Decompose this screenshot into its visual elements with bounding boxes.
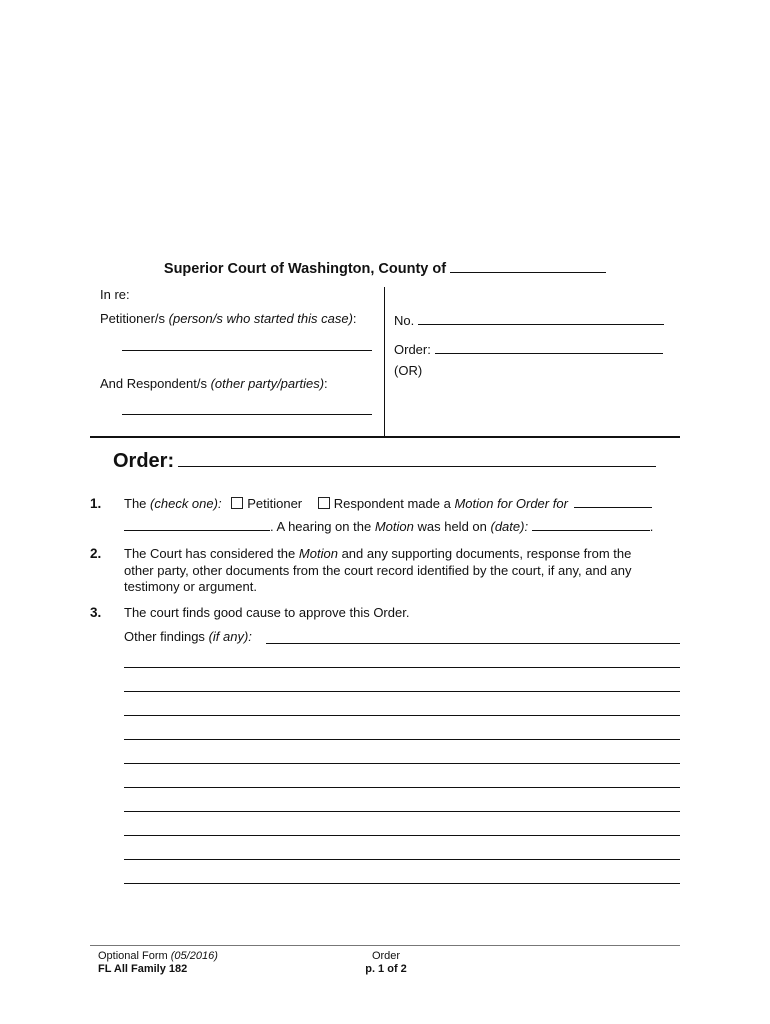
petitioner-checkbox[interactable] [231,497,243,509]
hearing-date-line[interactable] [532,530,650,531]
county-blank[interactable] [450,272,606,273]
findings-line[interactable] [124,859,680,860]
item-2-text: The Court has considered the Motion and any supporting documents, response from the other party, other documents from the court record identified by the court, if any, and any testimony or argument. [124,546,632,594]
findings-line[interactable] [124,667,680,668]
respondent-label: And Respondent/s (other party/parties): [100,376,328,391]
findings-line[interactable] [124,883,680,884]
findings-line[interactable] [124,715,680,716]
item-1-line-2: . A hearing on the Motion was held on (date): . [124,519,653,536]
case-number-field: No. [394,313,664,328]
petitioner-label: Petitioner/s (person/s who started this case): [100,311,357,326]
findings-line[interactable] [124,811,680,812]
findings-line[interactable] [124,763,680,764]
caption-divider [384,287,385,436]
findings-line[interactable] [124,691,680,692]
case-number-line[interactable] [418,324,664,325]
item-1-number: 1. [90,496,102,511]
item-2-number: 2. [90,546,102,561]
item-3-text: The court finds good cause to approve this Order. [124,605,410,620]
findings-line[interactable] [124,787,680,788]
in-re-label: In re: [100,287,130,302]
item-1-line-1: The (check one): Petitioner Respondent made a Motion for Order for [124,496,652,513]
other-findings-label: Other findings (if any): [124,629,252,644]
findings-line[interactable] [124,739,680,740]
motion-for-line[interactable] [574,507,652,508]
footer-rule [90,945,680,946]
respondent-checkbox[interactable] [318,497,330,509]
petitioner-name-line[interactable] [122,350,372,351]
or-label: (OR) [394,363,423,378]
item-3-number: 3. [90,605,102,620]
footer-form-id: FL All Family 182 [98,963,188,975]
other-findings-line[interactable] [266,643,680,644]
caption-bottom-rule [90,436,680,438]
motion-subject-line[interactable] [124,530,270,531]
footer-form-info: Optional Form (05/2016) [98,950,218,962]
caption-order-field: Order: [394,342,663,357]
findings-line[interactable] [124,835,680,836]
order-title-line[interactable] [178,466,656,467]
respondent-name-line[interactable] [122,414,372,415]
caption-order-line[interactable] [435,353,663,354]
footer-doc-name: Order [371,950,401,962]
order-title: Order: [113,450,656,473]
footer-page-number: p. 1 of 2 [365,963,407,975]
court-title: Superior Court of Washington, County of [0,261,770,277]
